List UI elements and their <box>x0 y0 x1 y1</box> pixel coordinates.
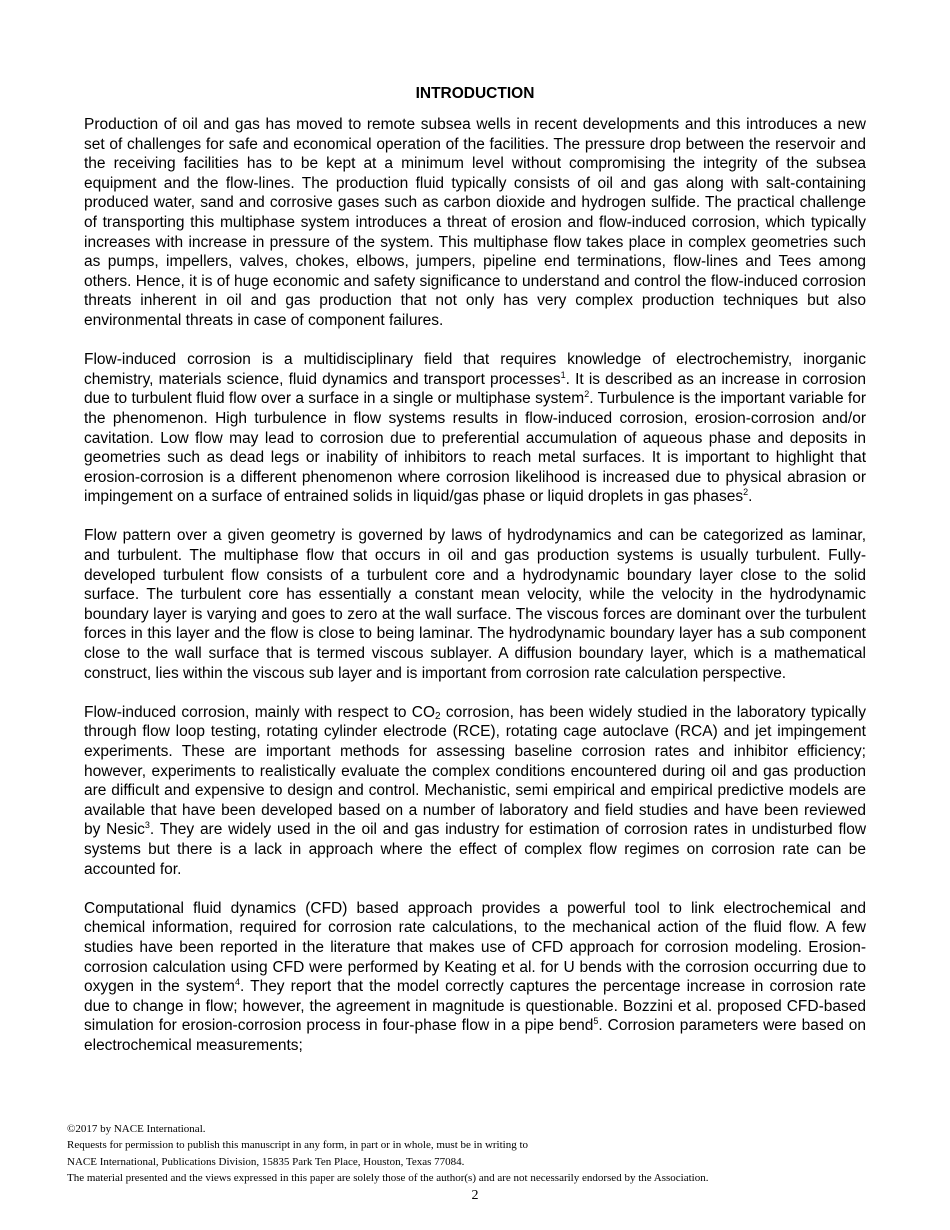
paragraph-text: Computational fluid dynamics (CFD) based approach provides a powerful tool to link electrochemical and chemical information, required for corrosion rate calculations, to the mechanical action of the fluid flow. A few studies have been reported in the literature that makes use of CFD approach for corrosion modeling. Erosion-corrosion calculation using CFD were performed by Keating et al. for U bends with the corrosion occurring due to oxygen in the system <box>84 899 866 996</box>
paragraph-text: corrosion, has been widely studied in the laboratory typically through flow loop testing, rotating cylinder electrode (RCE), rotating cage autoclave (RCA) and jet impingement experiments. These are important methods for assessing baseline corrosion rates and inhibitor efficiency; however, experiments to realistically evaluate the complex conditions encountered during oil and gas production are difficult and expensive to design and control. Mechanistic, semi empirical and empirical predictive models are available that have been developed based on a number of laboratory and field studies and have been reviewed by Nesic <box>84 703 866 839</box>
copyright-footer <box>67 1121 887 1186</box>
reference-superscript: 3 <box>144 820 150 831</box>
paragraph-text: . Corrosion parameters were based on electrochemical measurements; <box>84 1017 866 1054</box>
reference-superscript: 4 <box>234 977 240 988</box>
paragraph-text: . It is described as an increase in corrosion due to turbulent fluid flow over a surface in a single or multiphase system <box>84 370 866 408</box>
section-body <box>84 115 866 1056</box>
disclaimer-line: The material presented and the views expressed in this paper are solely those of the author(s) and are not necessarily endorsed by the Association. <box>67 1171 709 1184</box>
paragraph-1 <box>84 115 866 331</box>
paragraph-text: . They report that the model correctly captures the percentage increase in corrosion rate due to change in flow; however, the agreement in magnitude is questionable. Bozzini et al. proposed CFD-based simulation for erosion-corrosion process in four-phase flow in a pipe bend <box>84 978 866 1035</box>
address-line: NACE International, Publications Division, 15835 Park Ten Place, Houston, Texas 77084. <box>67 1155 465 1168</box>
paragraph-text: . <box>748 488 753 506</box>
paragraph-text: Flow-induced corrosion is a multidisciplinary field that requires knowledge of electrochemistry, inorganic chemistry, materials science, fluid dynamics and transport processes <box>84 351 866 388</box>
chemical-subscript: 2 <box>435 710 441 722</box>
paragraph-text: Flow-induced corrosion, mainly with respect to CO <box>84 703 436 721</box>
paragraph-text: Flow pattern over a given geometry is governed by laws of hydrodynamics and can be categorized as laminar, and turbulent. The multiphase flow that occurs in oil and gas production systems is usually turbulent. Fully-developed turbulent flow consists of a turbulent core and a hydrodynamic boundary layer close to the solid surface. The turbulent core has essentially a constant mean velocity, while the velocity in the hydrodynamic boundary layer is varying and goes to zero at the wall surface. The viscous forces are dominant over the turbulent forces in this layer and the flow is close to being laminar. The hydrodynamic boundary layer has a sub component close to the wall surface that is termed viscous sublayer. A diffusion boundary layer, which is a mathematical construct, lies within the viscous sub layer and is important from corrosion rate calculation perspective. <box>84 527 866 682</box>
paragraph-text: . They are widely used in the oil and gas industry for estimation of corrosion rates in undisturbed flow systems but there is a lack in approach where the effect of complex flow regimes on corrosion rate can be accounted for. <box>84 821 867 878</box>
paragraph-text: Production of oil and gas has moved to remote subsea wells in recent developments and this introduces a new set of challenges for safe and economical operation of the facilities. The pressure drop between the reservoir and the receiving facilities has to be kept at a minimum level without compromising the integrity of the subsea equipment and the flow-lines. The production fluid typically consists of oil and gas along with salt-containing produced water, sand and corrosive gases such as carbon dioxide and hydrogen sulfide. The practical challenge of transporting this multiphase system introduces a threat of erosion and flow-induced corrosion, which typically increases with increase in pressure of the system. This multiphase flow takes place in complex geometries such as pumps, impellers, valves, chokes, elbows, jumpers, pipeline end terminations, flow-lines and Tees among others. Hence, it is of huge economic and safety significance to understand and control the flow-induced corrosion threats inherent in oil and gas production that not only has very complex production techniques but also environmental threats in case of component failures. <box>84 116 866 329</box>
section-heading: INTRODUCTION <box>415 85 535 102</box>
reference-superscript: 5 <box>593 1016 599 1027</box>
paragraph-text: . Turbulence is the important variable for the phenomenon. High turbulence in flow systems results in flow-induced corrosion, erosion-corrosion and/or cavitation. Low flow may lead to corrosion due to preferential accumulation of aqueous phase and deposits in geometries such as dead legs or inability of inhibitors to reach metal surfaces. It is important to highlight that erosion-corrosion is a different phenomenon where corrosion likelihood is increased due to physical abrasion or impingement on a surface of entrained solids in liquid/gas phase or liquid droplets in gas phases <box>84 390 867 506</box>
paragraph-2 <box>84 350 866 507</box>
reference-superscript: 1 <box>560 369 566 380</box>
paragraph-4 <box>84 703 866 879</box>
paragraph-5 <box>84 899 866 1056</box>
page-number: 2 <box>471 1188 479 1203</box>
copyright-line: ©2017 by NACE International. <box>67 1123 206 1135</box>
paragraph-3 <box>84 526 866 683</box>
permission-line: Requests for permission to publish this manuscript in any form, in part or in whole, must be in writing to <box>67 1139 529 1152</box>
reference-superscript: 2 <box>584 389 590 400</box>
reference-superscript: 2 <box>743 487 749 498</box>
